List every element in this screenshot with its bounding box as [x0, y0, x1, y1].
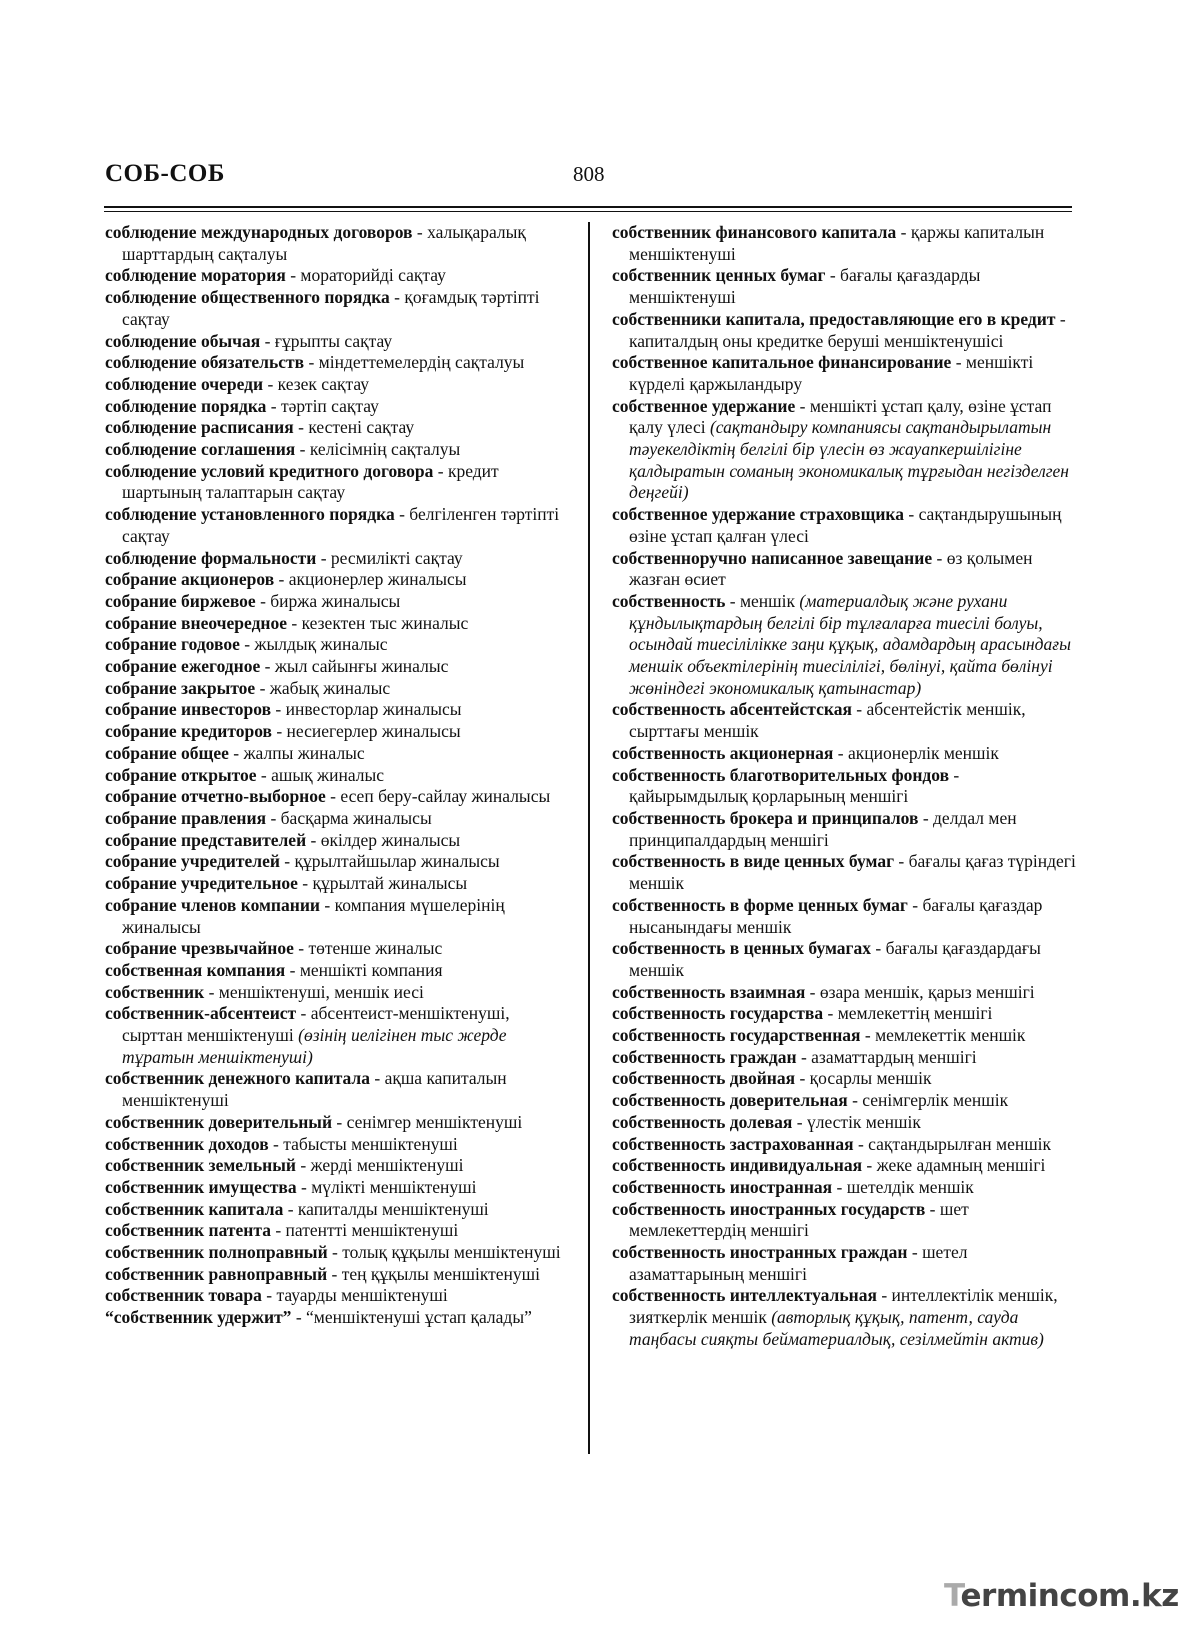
entry-definition: міндеттемелердің сақталуы: [318, 352, 525, 373]
entry-separator: -: [316, 547, 331, 568]
entry-term: соблюдение расписания: [105, 417, 294, 438]
dictionary-entry: [105, 613, 570, 635]
entry-separator: -: [860, 1025, 876, 1046]
entry-separator: -: [894, 851, 909, 872]
entry-term: собственность индивидуальная: [612, 1155, 863, 1176]
dictionary-entry: [105, 1068, 570, 1111]
entry-definition: бағалы қағаздар нысанындағы меншік: [629, 894, 1043, 937]
dictionary-entry: [105, 504, 570, 547]
entry-separator: -: [255, 590, 271, 611]
entry-definition: жыл сайынғы жиналыс: [274, 656, 449, 677]
entry-separator: -: [256, 764, 272, 785]
entry-separator: -: [871, 938, 886, 959]
entry-note: (өзінің иелігінен тыс жерде тұратын меншіктенуші): [122, 1025, 507, 1067]
entry-separator: -: [285, 959, 300, 980]
entry-definition: белгіленген тәртіпті сақтау: [122, 504, 560, 546]
entry-definition: қосарлы меншік: [809, 1068, 932, 1089]
dictionary-entry: [105, 1155, 570, 1177]
entry-definition: жерді меншіктенуші: [310, 1155, 464, 1176]
entry-term: собственность благотворительных фондов: [612, 764, 950, 785]
entry-term: собственник имущества: [105, 1176, 297, 1197]
entry-term: собственность брокера и принципалов: [612, 807, 919, 828]
entry-separator: -: [825, 265, 841, 286]
watermark-text-2: m.kz: [1098, 1578, 1179, 1614]
dictionary-entry: [612, 765, 1077, 808]
entry-term: собственник-абсентеист: [105, 1003, 297, 1024]
entry-definition: тең құқылы меншіктенуші: [341, 1263, 540, 1284]
entry-term: собственник: [105, 981, 205, 1002]
dictionary-entry: [105, 287, 570, 330]
entry-term: собственность иностранных граждан: [612, 1242, 908, 1263]
dictionary-entry: [612, 222, 1077, 265]
entry-definition: кезектен тыс жиналыс: [301, 612, 469, 633]
entry-definition: акционерлер жиналысы: [288, 569, 467, 590]
entry-term: “собственник удержит”: [105, 1307, 292, 1328]
dictionary-entry: [105, 1199, 570, 1221]
dictionary-entry: [612, 1199, 1077, 1242]
entry-separator: -: [297, 873, 313, 894]
entry-definition: кредит шартының талаптарын сақтау: [122, 460, 499, 503]
entry-term: собственность иностранная: [612, 1176, 833, 1197]
dictionary-entry: [612, 1242, 1077, 1285]
entry-separator: -: [332, 1111, 347, 1132]
entry-separator: -: [268, 1133, 284, 1154]
dictionary-entry: [612, 1025, 1077, 1047]
entry-term: собственник товара: [105, 1285, 262, 1306]
entry-definition: есеп беру-сайлау жиналысы: [340, 786, 551, 807]
dictionary-entry: [612, 938, 1077, 981]
dictionary-entry: [105, 721, 570, 743]
entry-definition: меншіктенуші, меншік иесі: [218, 981, 424, 1002]
entry-separator: -: [847, 1090, 863, 1111]
dictionary-entry: [105, 656, 570, 678]
watermark-text-1: ermincо: [960, 1578, 1099, 1614]
entry-term: соблюдение обычая: [105, 330, 261, 351]
entry-separator: -: [907, 1242, 923, 1263]
entry-term: соблюдение обязательств: [105, 352, 305, 373]
header-rule-thick: [104, 206, 1072, 208]
entry-term: собрание представителей: [105, 829, 307, 850]
dictionary-entry: [105, 808, 570, 830]
entry-separator: -: [327, 1242, 343, 1263]
entry-definition: мүлікті меншіктенуші: [311, 1176, 477, 1197]
entry-separator: -: [853, 1133, 869, 1154]
entry-definition: шетелдік меншік: [846, 1176, 974, 1197]
entry-term: собрание инвесторов: [105, 699, 272, 720]
entry-separator: -: [296, 1176, 312, 1197]
entry-note: (материалдық және рухани құндылықтардың белгілі бір тұлғаларға тиесілі болуы, осындай тиесілілікке заңи құқық, адамдардың арасындағы меншік объектілерінің тиесілілігі, бөлінуі, қайта бөлінуі жөніндегі экономикалық қатынастар): [629, 590, 1071, 698]
entry-term: соблюдение моратория: [105, 265, 286, 286]
dictionary-entry: [612, 352, 1077, 395]
dictionary-entry: [105, 1242, 570, 1264]
entry-definition: кезек сақтау: [277, 373, 370, 394]
entry-separator: -: [951, 352, 966, 373]
entry-definition: тәртіп сақтау: [280, 395, 379, 416]
entry-term: собственное капитальное финансирование: [612, 352, 952, 373]
dictionary-entry: [612, 265, 1077, 308]
entry-term: собрание закрытое: [105, 677, 256, 698]
entry-separator: -: [261, 1285, 277, 1306]
dictionary-entry: [612, 504, 1077, 547]
entry-definition: ашық жиналыс: [271, 764, 385, 785]
entry-definition: келісімнің сақталуы: [309, 439, 461, 460]
entry-separator: -: [295, 1155, 311, 1176]
entry-separator: -: [949, 764, 960, 785]
entry-definition: өзара меншік, қарыз меншігі: [819, 981, 1035, 1002]
entry-term: собственность государственная: [612, 1025, 861, 1046]
entry-separator: -: [266, 395, 281, 416]
entry-term: собственность акционерная: [612, 742, 834, 763]
dictionary-entry: [612, 1003, 1077, 1025]
entry-definition: капиталды меншіктенуші: [297, 1198, 489, 1219]
entry-term: собрание учредителей: [105, 851, 280, 872]
entry-separator: -: [283, 1198, 298, 1219]
dictionary-entry: [105, 1307, 570, 1329]
entry-separator: -: [1055, 308, 1066, 329]
entry-term: собственность в виде ценных бумаг: [612, 851, 895, 872]
entry-term: собрание годовое: [105, 634, 240, 655]
dictionary-entry: [105, 699, 570, 721]
entry-separator: -: [862, 1155, 877, 1176]
dictionary-entry: [612, 1134, 1077, 1156]
entry-term: собственник доходов: [105, 1133, 269, 1154]
entry-separator: -: [918, 807, 934, 828]
entry-term: собрание кредиторов: [105, 721, 272, 742]
entry-definition: құрылтайшылар жиналысы: [294, 851, 500, 872]
entry-term: собственник капитала: [105, 1198, 284, 1219]
entry-separator: -: [796, 1046, 812, 1067]
dictionary-entry: [105, 265, 570, 287]
entry-separator: -: [270, 1220, 286, 1241]
entry-separator: -: [725, 590, 740, 611]
entry-term: соблюдение установленного порядка: [105, 504, 395, 525]
dictionary-entry: [612, 1155, 1077, 1177]
dictionary-entry: [105, 1177, 570, 1199]
dictionary-entry: [105, 851, 570, 873]
entry-definition: ғұрыпты сақтау: [274, 330, 393, 351]
entry-separator: -: [823, 1003, 838, 1024]
entry-definition: бағалы қағаздардағы меншік: [629, 938, 1041, 980]
dictionary-entry: [105, 591, 570, 613]
entry-term: собственность интеллектуальная: [612, 1285, 877, 1306]
dictionary-entry: [105, 786, 570, 808]
dictionary-entry: [105, 461, 570, 504]
entry-definition: интеллектілік меншік, зияткерлік меншік: [629, 1285, 1058, 1328]
entry-definition: бағалы қағаз түріндегі меншік: [629, 851, 1076, 894]
dictionary-entry: [105, 417, 570, 439]
dictionary-entry: [105, 374, 570, 396]
dictionary-entry: [612, 548, 1077, 591]
entry-note: (авторлық құқық, патент, сауда таңбасы сияқты беймaтериалдық, сезілмейтін актив): [629, 1307, 1044, 1349]
entry-separator: -: [320, 894, 335, 915]
entry-separator: -: [896, 222, 911, 242]
entry-definition: капиталдың оны кредитке беруші меншіктенушісі: [629, 330, 1004, 351]
dictionary-entry: [105, 830, 570, 852]
dictionary-entry: [612, 309, 1077, 352]
left-column: [105, 222, 570, 1329]
column-divider: [588, 222, 590, 1454]
dictionary-entry: [612, 1177, 1077, 1199]
entry-definition: қайырымдылық қорларының меншігі: [629, 786, 909, 807]
entry-term: собственник денежного капитала: [105, 1068, 370, 1089]
entry-term: собственность двойная: [612, 1068, 796, 1089]
header-rule-thin: [104, 211, 1072, 212]
entry-separator: -: [327, 1263, 342, 1284]
entry-separator: -: [832, 1176, 847, 1197]
dictionary-entry: [612, 808, 1077, 851]
entry-separator: -: [325, 786, 341, 807]
entry-definition: меншік: [739, 590, 796, 611]
entry-definition: бағалы қағаздарды меншіктенуші: [629, 265, 981, 308]
dictionary-entry: [612, 591, 1077, 700]
dictionary-entry: [105, 352, 570, 374]
entry-definition: меншікті компания: [299, 959, 443, 980]
entry-definition: жабық жиналыс: [269, 677, 391, 698]
entry-term: собственность взаимная: [612, 981, 806, 1002]
entry-definition: өз қолымен жазған өсиет: [629, 547, 1033, 590]
entry-term: собрание членов компании: [105, 894, 321, 915]
entry-separator: -: [274, 569, 289, 590]
entry-term: собственники капитала, предоставляющие его в кредит: [612, 308, 1056, 329]
entry-term: собрание акционеров: [105, 569, 275, 590]
entry-separator: -: [263, 373, 278, 394]
entry-definition: жылдық жиналыс: [254, 634, 388, 655]
entry-separator: -: [433, 460, 448, 481]
entry-separator: -: [904, 504, 919, 525]
entry-separator: -: [293, 938, 309, 959]
entry-term: собрание правления: [105, 807, 267, 828]
entry-definition: “меншіктенуші ұстап қалады”: [306, 1307, 532, 1328]
dictionary-entry: [612, 1047, 1077, 1069]
entry-term: собрание отчетно-выборное: [105, 786, 326, 807]
entry-definition: тауарды меншіктенуші: [276, 1285, 448, 1306]
entry-separator: -: [285, 265, 301, 286]
entry-definition: мемлекеттік меншік: [875, 1025, 1026, 1046]
entry-term: собственность доверительная: [612, 1090, 848, 1111]
entry-separator: -: [304, 352, 319, 373]
entry-definition: халықаралық шарттардың сақталуы: [122, 222, 526, 264]
dictionary-entry: [105, 895, 570, 938]
dictionary-entry: [105, 1285, 570, 1307]
entry-separator: -: [907, 894, 923, 915]
dictionary-entry: [612, 895, 1077, 938]
dictionary-entry: [612, 1285, 1077, 1350]
entry-separator: -: [795, 395, 810, 416]
dictionary-entry: [105, 960, 570, 982]
dictionary-entry: [612, 982, 1077, 1004]
entry-definition: сенімгер меншіктенуші: [346, 1111, 523, 1132]
entry-term: собрание общее: [105, 742, 229, 763]
entry-term: собственность граждан: [612, 1046, 797, 1067]
entry-separator: -: [306, 829, 321, 850]
dictionary-entry: [105, 982, 570, 1004]
entry-separator: -: [255, 677, 270, 698]
dictionary-entry: [105, 678, 570, 700]
entry-term: собственность государства: [612, 1003, 824, 1024]
entry-definition: делдал мен принципалдардың меншігі: [629, 807, 1017, 850]
dictionary-entry: [612, 1090, 1077, 1112]
entry-term: собрание биржевое: [105, 590, 256, 611]
entry-note: (сақтандыру компаниясы сақтандырылатын тәуекелдіктің белгілі бір үлесін өз жауапкершілігіне қалдыратын соманың экономикалық тұрғыдан негізделген деңгейі): [629, 417, 1069, 503]
entry-separator: -: [260, 330, 275, 351]
site-watermark: [944, 1578, 1179, 1614]
entry-definition: қоғамдық тәртіпті сақтау: [122, 287, 540, 329]
entry-separator: -: [296, 1003, 311, 1024]
entry-separator: -: [876, 1285, 892, 1306]
dictionary-entry: [612, 743, 1077, 765]
entry-separator: -: [932, 547, 947, 568]
entry-definition: несиегерлер жиналысы: [286, 721, 461, 742]
entry-definition: шетел азаматтарының меншігі: [629, 1242, 968, 1284]
entry-term: соблюдение формальности: [105, 547, 317, 568]
entry-term: собственник доверительный: [105, 1111, 333, 1132]
entry-term: собственность иностранных государств: [612, 1198, 926, 1219]
entry-definition: ақша капиталын меншіктенуші: [122, 1068, 507, 1111]
entry-definition: биржа жиналысы: [270, 590, 401, 611]
entry-definition: акционерлік меншік: [847, 742, 999, 763]
entry-separator: -: [389, 287, 405, 308]
entry-definition: мемлекеттің меншігі: [837, 1003, 993, 1024]
entry-definition: мораторийді сақтау: [300, 265, 446, 286]
entry-definition: сақтандырылған меншік: [868, 1133, 1052, 1154]
entry-definition: кестені сақтау: [308, 417, 415, 438]
entry-separator: -: [925, 1198, 940, 1219]
dictionary-entry: [612, 396, 1077, 505]
entry-separator: -: [394, 504, 410, 525]
entry-separator: -: [291, 1307, 307, 1328]
entry-definition: инвесторлар жиналысы: [285, 699, 462, 720]
dictionary-entry: [612, 699, 1077, 742]
entry-term: собрание чрезвычайное: [105, 938, 294, 959]
right-column: [612, 222, 1077, 1351]
entry-term: собственник финансового капитала: [612, 222, 897, 242]
dictionary-entry: [105, 938, 570, 960]
dictionary-entry: [105, 1112, 570, 1134]
entry-definition: құрылтай жиналысы: [312, 873, 468, 894]
entry-definition: қаржы капиталын меншіктенуші: [629, 222, 1045, 264]
entry-term: соблюдение порядка: [105, 395, 267, 416]
dictionary-entry: [105, 1220, 570, 1242]
entry-separator: -: [279, 851, 295, 872]
entry-definition: үлестік меншік: [806, 1111, 921, 1132]
dictionary-entry: [105, 331, 570, 353]
entry-term: собственная компания: [105, 959, 286, 980]
dictionary-entry: [105, 1264, 570, 1286]
entry-definition: меншікті күрделі қаржыландыру: [629, 352, 1034, 394]
entry-separator: -: [260, 656, 275, 677]
dictionary-entry: [105, 569, 570, 591]
entry-separator: -: [369, 1068, 385, 1089]
entry-definition: жеке адамның меншігі: [876, 1155, 1046, 1176]
entry-term: собственность застрахованная: [612, 1133, 854, 1154]
dictionary-entry: [105, 743, 570, 765]
entry-separator: -: [271, 699, 286, 720]
entry-separator: -: [228, 742, 244, 763]
entry-term: собственность долевая: [612, 1111, 793, 1132]
entry-separator: -: [287, 612, 302, 633]
entry-term: собрание внеочередное: [105, 612, 288, 633]
entry-term: соблюдение условий кредитного договора: [105, 460, 434, 481]
entry-term: собственник ценных бумаг: [612, 265, 826, 286]
dictionary-entry: [105, 439, 570, 461]
entry-separator: -: [266, 807, 281, 828]
watermark-mark: T: [944, 1578, 961, 1614]
entry-definition: сақтандырушының өзіне ұстап қалған үлесі: [629, 504, 1062, 546]
entry-term: собрание открытое: [105, 764, 257, 785]
entry-definition: жалпы жиналыс: [243, 742, 365, 763]
entry-separator: -: [792, 1111, 807, 1132]
page-title: СОБ-СОБ: [105, 160, 225, 187]
entry-separator: -: [833, 742, 848, 763]
entry-definition: басқарма жиналысы: [280, 807, 432, 828]
entry-term: собственник земельный: [105, 1155, 296, 1176]
dictionary-entry: [105, 548, 570, 570]
entry-term: собственность в ценных бумагах: [612, 938, 871, 959]
entry-term: собственник патента: [105, 1220, 271, 1241]
entry-term: соблюдение соглашения: [105, 439, 296, 460]
entry-definition: сенімгерлік меншік: [862, 1090, 1009, 1111]
entry-definition: ресмилікті сақтау: [330, 547, 463, 568]
dictionary-entry: [105, 765, 570, 787]
entry-definition: компания мүшелерінің жиналысы: [122, 894, 505, 937]
entry-term: соблюдение очереди: [105, 373, 264, 394]
dictionary-entry: [612, 851, 1077, 894]
entry-definition: шет мемлекеттердің меншігі: [629, 1198, 969, 1241]
entry-separator: -: [271, 721, 287, 742]
entry-separator: -: [412, 222, 428, 242]
entry-definition: абсентейстік меншік, сырттағы меншік: [629, 699, 1026, 742]
entry-term: собственность в форме ценных бумаг: [612, 894, 908, 915]
entry-term: соблюдение общественного порядка: [105, 287, 390, 308]
entry-term: собрание учредительное: [105, 873, 298, 894]
entry-term: собственник полноправный: [105, 1242, 328, 1263]
entry-separator: -: [295, 439, 310, 460]
page-number: 808: [573, 162, 605, 186]
entry-definition: табысты меншіктенуші: [283, 1133, 458, 1154]
dictionary-entry: [105, 873, 570, 895]
entry-definition: толық құқылы меншіктенуші: [342, 1242, 561, 1263]
entry-separator: -: [204, 981, 219, 1002]
entry-term: собственник равноправный: [105, 1263, 328, 1284]
dictionary-entry: [105, 396, 570, 418]
entry-separator: -: [239, 634, 255, 655]
dictionary-entry: [105, 634, 570, 656]
entry-term: собрание ежегодное: [105, 656, 261, 677]
entry-term: собственное удержание: [612, 395, 796, 416]
dictionary-entry: [612, 1112, 1077, 1134]
dictionary-entry: [105, 1003, 570, 1068]
entry-separator: -: [805, 981, 820, 1002]
entry-definition: патентті меншіктенуші: [285, 1220, 459, 1241]
entry-definition: азаматтардың меншігі: [811, 1046, 977, 1067]
entry-definition: меншікті ұстап қалу, өзіне ұстап қалу үлесі: [629, 395, 1052, 438]
entry-separator: -: [293, 417, 309, 438]
entry-separator: -: [795, 1068, 810, 1089]
entry-definition: өкілдер жиналысы: [320, 829, 461, 850]
entry-definition: абсентеист-меншіктенуші, сырттан меншіктенуші: [122, 1003, 510, 1046]
dictionary-entry: [105, 1134, 570, 1156]
entry-term: собственноручно написанное завещание: [612, 547, 933, 568]
entry-term: собственность: [612, 590, 726, 611]
entry-separator: -: [851, 699, 867, 720]
entry-term: соблюдение международных договоров: [105, 222, 413, 242]
entry-term: собственность абсентейстская: [612, 699, 852, 720]
entry-term: собственное удержание страховщика: [612, 504, 904, 525]
dictionary-entry: [612, 1068, 1077, 1090]
entry-definition: төтенше жиналыс: [308, 938, 443, 959]
dictionary-entry: [105, 222, 570, 265]
